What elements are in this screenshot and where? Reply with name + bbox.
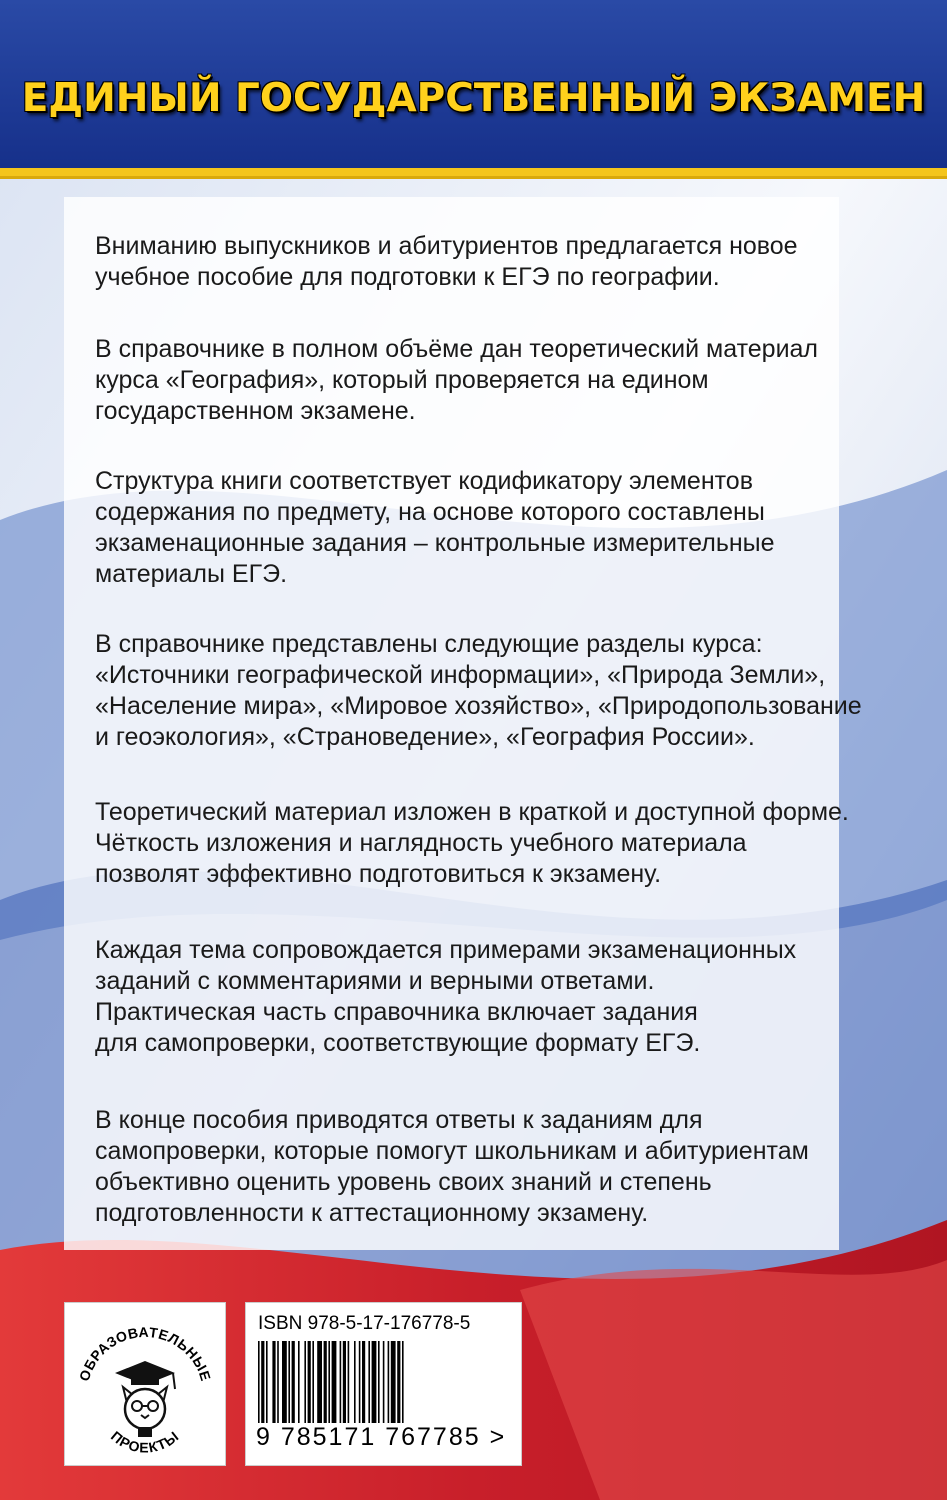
publisher-logo: [64, 1302, 226, 1466]
logo-bottom-text: ПРОЕКТЫ: [108, 1427, 183, 1456]
paragraph-5: Теоретический материал изложен в краткой и доступной форме. Чёткость изложения и наглядность учебного материала позволят эффективно подготовиться к экзамену.: [95, 798, 849, 888]
barcode-bars: [256, 1341, 496, 1423]
isbn-text: ISBN 978-5-17-176778-5: [258, 1313, 471, 1334]
paragraph-6: Каждая тема сопровождается примерами экзаменационных заданий с комментариями и верными ответами. Практическая часть справочника включает задания для самопроверки, соответствующие формату ЕГЭ.: [95, 936, 797, 1057]
paragraph-1: Вниманию выпускников и абитуриентов предлагается новое учебное пособие для подготовки к ЕГЭ по географии.: [95, 232, 798, 291]
paragraph-7: В конце пособия приводятся ответы к заданиям для самопроверки, которые помогут школьникам и абитуриентам объективно оценить уровень своих знаний и степень подготовленности к аттестационному экзамену.: [95, 1106, 809, 1227]
barcode-box: [245, 1302, 522, 1466]
paragraph-2: В справочнике в полном объёме дан теоретический материал курса «География», который проверяется на едином государственном экзамене.: [95, 335, 819, 425]
logo-top-text: ОБРАЗОВАТЕЛЬНЫЕ: [75, 1323, 215, 1384]
paragraph-4: В справочнике представлены следующие разделы курса: «Источники географической информации», «Природа Земли», «Население мира», «Мировое хозяйство», «Природопользование и геоэкология», «Страноведение», «География России».: [95, 630, 862, 751]
cat-graduate-icon: [65, 1303, 225, 1465]
page-title: ЕДИНЫЙ ГОСУДАРСТВЕННЫЙ ЭКЗАМЕН: [21, 76, 926, 121]
paragraph-3: Структура книги соответствует кодификатору элементов содержания по предмету, на основе которого составлены экзаменационные задания – контрольные измерительные материалы ЕГЭ.: [95, 467, 775, 588]
barcode-digits: 9 785171 767785 >: [256, 1423, 507, 1451]
